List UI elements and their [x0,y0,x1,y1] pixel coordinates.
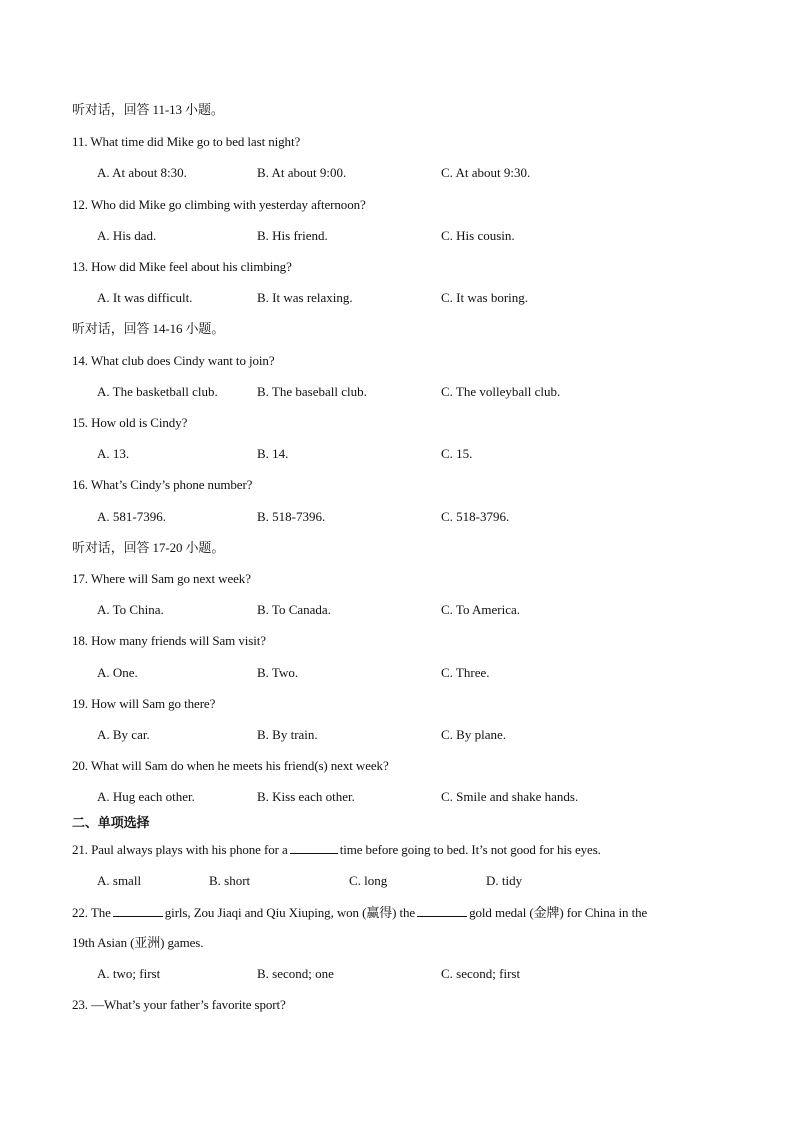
question-19: 19. How will Sam go there? [72,696,216,711]
option-d: D. tidy [486,873,523,888]
options-20 [0,788,794,806]
option-a: A. By car. [97,727,150,742]
options-18 [0,664,794,682]
option-a: A. two; first [97,966,161,981]
option-a: A. To China. [97,602,164,617]
option-c: C. It was boring. [441,290,529,305]
question-21-post: time before going to bed. It’s not good for his eyes. [339,842,601,857]
option-a: A. His dad. [97,228,157,243]
question-22-post: gold medal (金牌) for China in the [469,905,648,920]
option-a: A. 13. [97,446,130,461]
instruction-17-20: 听对话，回答 17-20 小题。 [72,540,225,555]
option-b: B. second; one [257,966,334,981]
answer-blank [417,903,467,917]
option-c: C. 518-3796. [441,509,510,524]
question-15: 15. How old is Cindy? [72,415,188,430]
instruction-11-13: 听对话，回答 11-13 小题。 [72,102,224,117]
question-22-line2: 19th Asian (亚洲) games. [72,935,204,950]
question-16: 16. What’s Cindy’s phone number? [72,477,253,492]
options-22 [0,965,794,983]
question-21 [72,840,601,859]
option-c: C. long [349,873,388,888]
option-a: A. One. [97,665,138,680]
option-b: B. short [209,873,251,888]
option-a: A. At about 8:30. [97,165,187,180]
option-c: C. Three. [441,665,490,680]
option-c: C. To America. [441,602,521,617]
options-14 [0,383,794,401]
question-18: 18. How many friends will Sam visit? [72,633,266,648]
option-b: B. His friend. [257,228,328,243]
instruction-14-16: 听对话，回答 14-16 小题。 [72,321,225,336]
option-b: B. Kiss each other. [257,789,355,804]
option-c: C. second; first [441,966,521,981]
option-b: B. To Canada. [257,602,331,617]
options-15 [0,445,794,463]
option-c: C. Smile and shake hands. [441,789,579,804]
option-b: B. The baseball club. [257,384,367,399]
options-17 [0,601,794,619]
question-17: 17. Where will Sam go next week? [72,571,251,586]
answer-blank [113,903,163,917]
question-23: 23. —What’s your father’s favorite sport? [72,997,286,1012]
option-b: B. It was relaxing. [257,290,353,305]
section-heading: 二、单项选择 [72,815,150,830]
option-c: C. The volleyball club. [441,384,561,399]
option-c: C. 15. [441,446,473,461]
option-b: B. By train. [257,727,318,742]
option-b: B. 14. [257,446,289,461]
option-b: B. 518-7396. [257,509,326,524]
question-20: 20. What will Sam do when he meets his friend(s) next week? [72,758,389,773]
options-11 [0,164,794,182]
option-b: B. Two. [257,665,299,680]
options-16 [0,508,794,526]
question-21-pre: 21. Paul always plays with his phone for a [72,842,288,857]
option-c: C. His cousin. [441,228,515,243]
options-19 [0,726,794,744]
option-c: C. At about 9:30. [441,165,531,180]
options-13 [0,289,794,307]
question-11: 11. What time did Mike go to bed last night? [72,134,301,149]
options-12 [0,227,794,245]
option-a: A. Hug each other. [97,789,195,804]
question-12: 12. Who did Mike go climbing with yesterday afternoon? [72,197,366,212]
question-22 [72,903,647,922]
option-b: B. At about 9:00. [257,165,347,180]
question-13: 13. How did Mike feel about his climbing? [72,259,292,274]
question-14: 14. What club does Cindy want to join? [72,353,275,368]
question-22-pre: 22. The [72,905,111,920]
option-a: A. small [97,873,142,888]
option-c: C. By plane. [441,727,506,742]
options-21 [0,872,794,890]
option-a: A. 581-7396. [97,509,166,524]
answer-blank [290,840,338,854]
option-a: A. The basketball club. [97,384,218,399]
question-22-mid: girls, Zou Jiaqi and Qiu Xiuping, won (赢得) the [164,905,416,920]
option-a: A. It was difficult. [97,290,193,305]
